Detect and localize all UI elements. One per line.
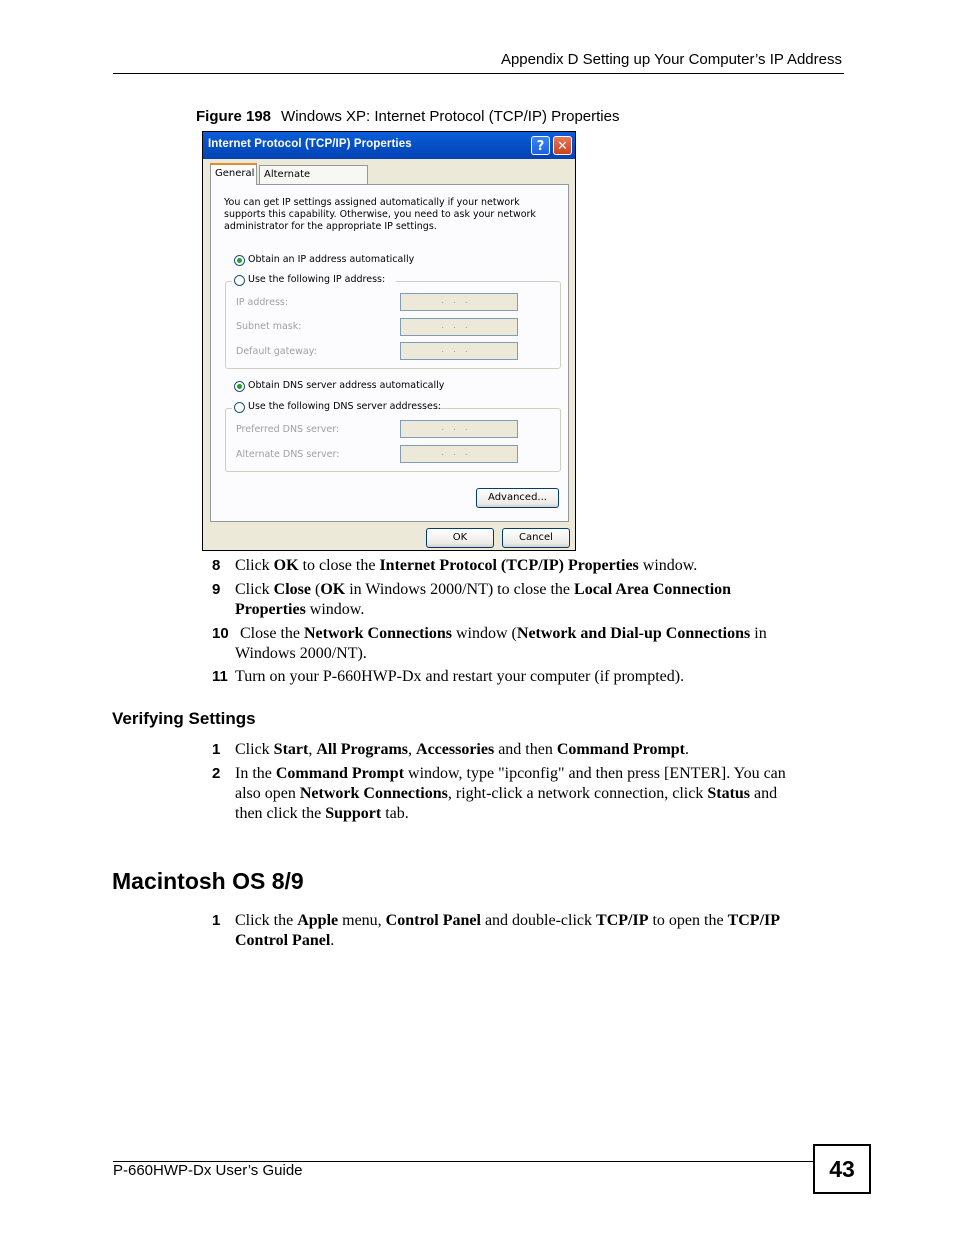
step-text: Click OK to close the Internet Protocol (TCP/IP) Properties window. bbox=[235, 557, 698, 574]
step-text: Windows 2000/NT). bbox=[235, 645, 367, 662]
step-number: 1 bbox=[212, 741, 221, 758]
step-text: In the Command Prompt window, type "ipconfig" and then press [ENTER]. You can bbox=[235, 765, 786, 782]
radio-dns-auto[interactable] bbox=[234, 381, 245, 392]
step-text: Click Close (OK in Windows 2000/NT) to close the Local Area Connection bbox=[235, 581, 732, 598]
preferred-dns-label: Preferred DNS server: bbox=[236, 424, 340, 435]
step-text: Properties window. bbox=[235, 601, 365, 618]
close-icon[interactable]: ✕ bbox=[553, 136, 572, 155]
step-number: 1 bbox=[212, 912, 221, 929]
intro-text: You can get IP settings assigned automatically if your network supports this capability. Otherwise, you need to ask your network administrator for the appropriate IP settings. bbox=[224, 197, 536, 232]
cancel-button[interactable]: Cancel bbox=[502, 528, 570, 548]
section-heading: Macintosh OS 8/9 bbox=[112, 868, 304, 894]
ip-manual-label: Use the following IP address: bbox=[248, 274, 386, 285]
default-gateway-field[interactable]: ... bbox=[400, 342, 518, 360]
step-number: 2 bbox=[212, 765, 221, 782]
step-text: Control Panel. bbox=[235, 932, 335, 949]
footer-guide-title: P-660HWP-Dx User’s Guide bbox=[113, 1162, 303, 1179]
advanced-button[interactable]: Advanced... bbox=[476, 488, 559, 508]
radio-ip-manual[interactable] bbox=[234, 275, 245, 286]
tab-alternate-configuration[interactable]: Alternate bbox=[259, 165, 368, 184]
running-header: Appendix D Setting up Your Computer’s IP Address bbox=[500, 51, 842, 68]
ip-address-field[interactable]: ... bbox=[400, 293, 518, 311]
step-text: then click the Support tab. bbox=[235, 805, 409, 822]
page-number: 43 bbox=[813, 1144, 871, 1194]
figure-caption-text: Windows XP: Internet Protocol (TCP/IP) Properties bbox=[281, 108, 620, 125]
step-text: Turn on your P-660HWP-Dx and restart your computer (if prompted). bbox=[235, 668, 685, 685]
default-gateway-label: Default gateway: bbox=[236, 346, 317, 357]
subnet-mask-field[interactable]: ... bbox=[400, 318, 518, 336]
alternate-dns-label: Alternate DNS server: bbox=[236, 449, 340, 460]
figure-caption bbox=[196, 108, 619, 125]
step-text: Click Start, All Programs, Accessories and then Command Prompt. bbox=[235, 741, 690, 758]
radio-ip-auto[interactable] bbox=[234, 255, 245, 266]
alternate-dns-field[interactable]: ... bbox=[400, 445, 518, 463]
ip-auto-label: Obtain an IP address automatically bbox=[248, 254, 415, 265]
ip-address-label: IP address: bbox=[236, 297, 289, 308]
step-text: Close the Network Connections window (Network and Dial-up Connections in bbox=[240, 625, 767, 642]
general-tab-panel bbox=[210, 184, 569, 522]
section-heading: Verifying Settings bbox=[112, 709, 256, 728]
dns-manual-label: Use the following DNS server addresses: bbox=[248, 401, 441, 412]
preferred-dns-field[interactable]: ... bbox=[400, 420, 518, 438]
header-rule bbox=[113, 73, 844, 74]
dialog-titlebar[interactable] bbox=[203, 132, 575, 159]
step-number: 10 bbox=[212, 625, 229, 642]
help-icon[interactable]: ? bbox=[531, 136, 550, 155]
tab-general[interactable]: General bbox=[210, 163, 257, 185]
ok-button[interactable]: OK bbox=[426, 528, 494, 548]
subnet-mask-label: Subnet mask: bbox=[236, 321, 302, 332]
dns-auto-label: Obtain DNS server address automatically bbox=[248, 380, 445, 391]
figure-label: Figure 198 bbox=[196, 108, 272, 125]
step-text: also open Network Connections, right-click a network connection, click Status and bbox=[235, 785, 778, 802]
step-number: 11 bbox=[212, 668, 228, 685]
dialog-title: Internet Protocol (TCP/IP) Properties bbox=[208, 138, 412, 150]
step-number: 8 bbox=[212, 557, 221, 574]
radio-dns-manual[interactable] bbox=[234, 402, 245, 413]
tcpip-properties-dialog bbox=[202, 131, 576, 551]
step-number: 9 bbox=[212, 581, 221, 598]
step-text: Click the Apple menu, Control Panel and double-click TCP/IP to open the TCP/IP bbox=[235, 912, 781, 929]
